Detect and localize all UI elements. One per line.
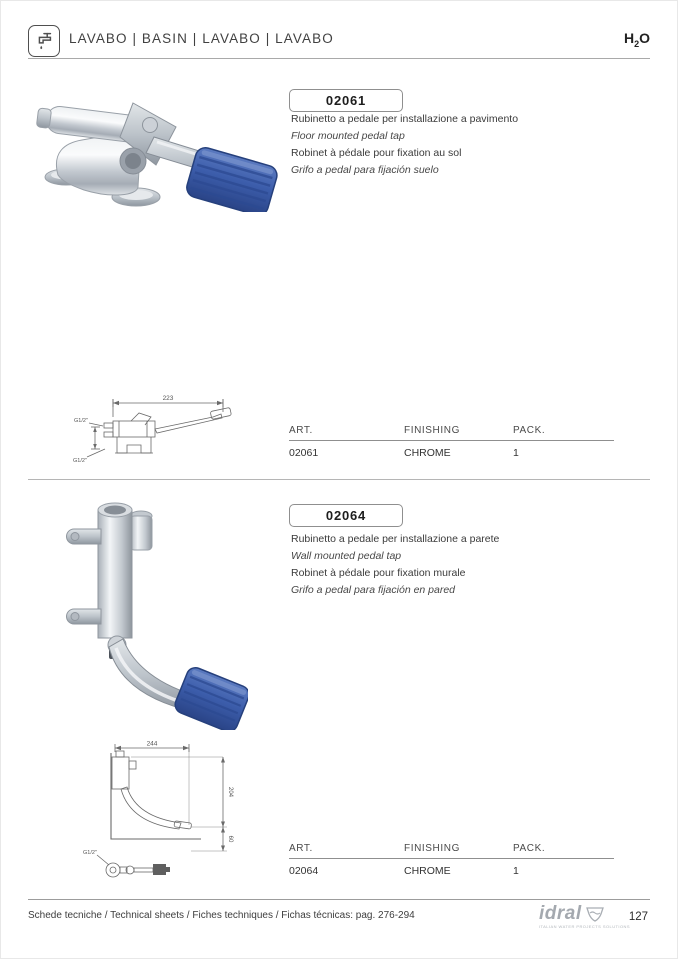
page-number: 127 [628,911,648,923]
cell-art: 02064 [289,865,319,877]
dim-height-label: 204 [227,786,233,798]
technical-drawing-floor-tap [73,387,263,467]
col-pack: PACK. [513,843,546,854]
product-code: 02061 [325,93,367,108]
brand-logo [539,903,631,929]
footer-note: Schede tecniche / Technical sheets / Fiches techniques / Fichas técnicas: pag. 276-294 [28,910,415,921]
footer-divider [28,899,650,900]
description-en: Wall mounted pedal tap [291,550,402,562]
cell-pack: 1 [513,447,519,459]
table-row [289,441,614,459]
product-photo-wall-pedal-tap [53,495,248,730]
thread-top-label: G1/2" [74,418,88,424]
cell-finishing: CHROME [404,865,451,877]
description-en: Floor mounted pedal tap [291,130,405,142]
cell-pack: 1 [513,865,519,877]
description-fr: Robinet à pédale pour fixation au sol [291,147,462,159]
blue-pedal [184,145,279,212]
col-pack: PACK. [513,425,546,436]
thread-label: G1/2" [83,850,97,856]
spec-table-header [289,425,614,441]
cell-finishing: CHROME [404,447,451,459]
brand-emblem-icon [585,906,605,922]
col-art: ART. [289,425,313,436]
description-es: Grifo a pedal para fijación suelo [291,164,439,176]
description-it: Rubinetto a pedale per installazione a pavimento [291,113,519,125]
spec-table [289,843,614,877]
category-icon-box [28,25,60,57]
col-finishing: FINISHING [404,425,460,436]
thread-bottom-label: G1/2" [73,458,87,464]
brand-tagline: ITALIAN WATER PROJECTS SOLUTIONS [539,924,631,929]
product-descriptions [291,531,499,599]
dim-width-label: 244 [146,740,158,748]
product-descriptions [291,111,518,179]
technical-drawing-wall-tap [71,737,251,887]
dim-width-label: 223 [162,395,174,402]
description-es: Grifo a pedal para fijación en pared [291,584,456,596]
product-code-badge [289,89,403,112]
blue-pedal [172,665,248,730]
tap-icon [33,30,55,52]
section-divider [28,479,650,480]
h2o-label: $H_2O$ [623,30,650,49]
spec-table-header [289,843,614,859]
product-code-badge [289,504,403,527]
category-title: LAVABO | BASIN | LAVABO | LAVABO [69,31,334,46]
brand-name: idral [539,903,582,924]
dim-floor-label: 60 [227,835,233,843]
description-fr: Robinet à pédale pour fixation murale [291,567,466,579]
product-photo-floor-pedal-tap [36,77,281,212]
water-drop-icon [40,46,42,49]
spec-table [289,425,614,459]
col-art: ART. [289,843,313,854]
col-finishing: FINISHING [404,843,460,854]
description-it: Rubinetto a pedale per installazione a parete [291,533,500,545]
table-row [289,859,614,877]
header-divider [28,58,650,59]
product-code: 02064 [325,508,367,523]
cell-art: 02061 [289,447,319,459]
